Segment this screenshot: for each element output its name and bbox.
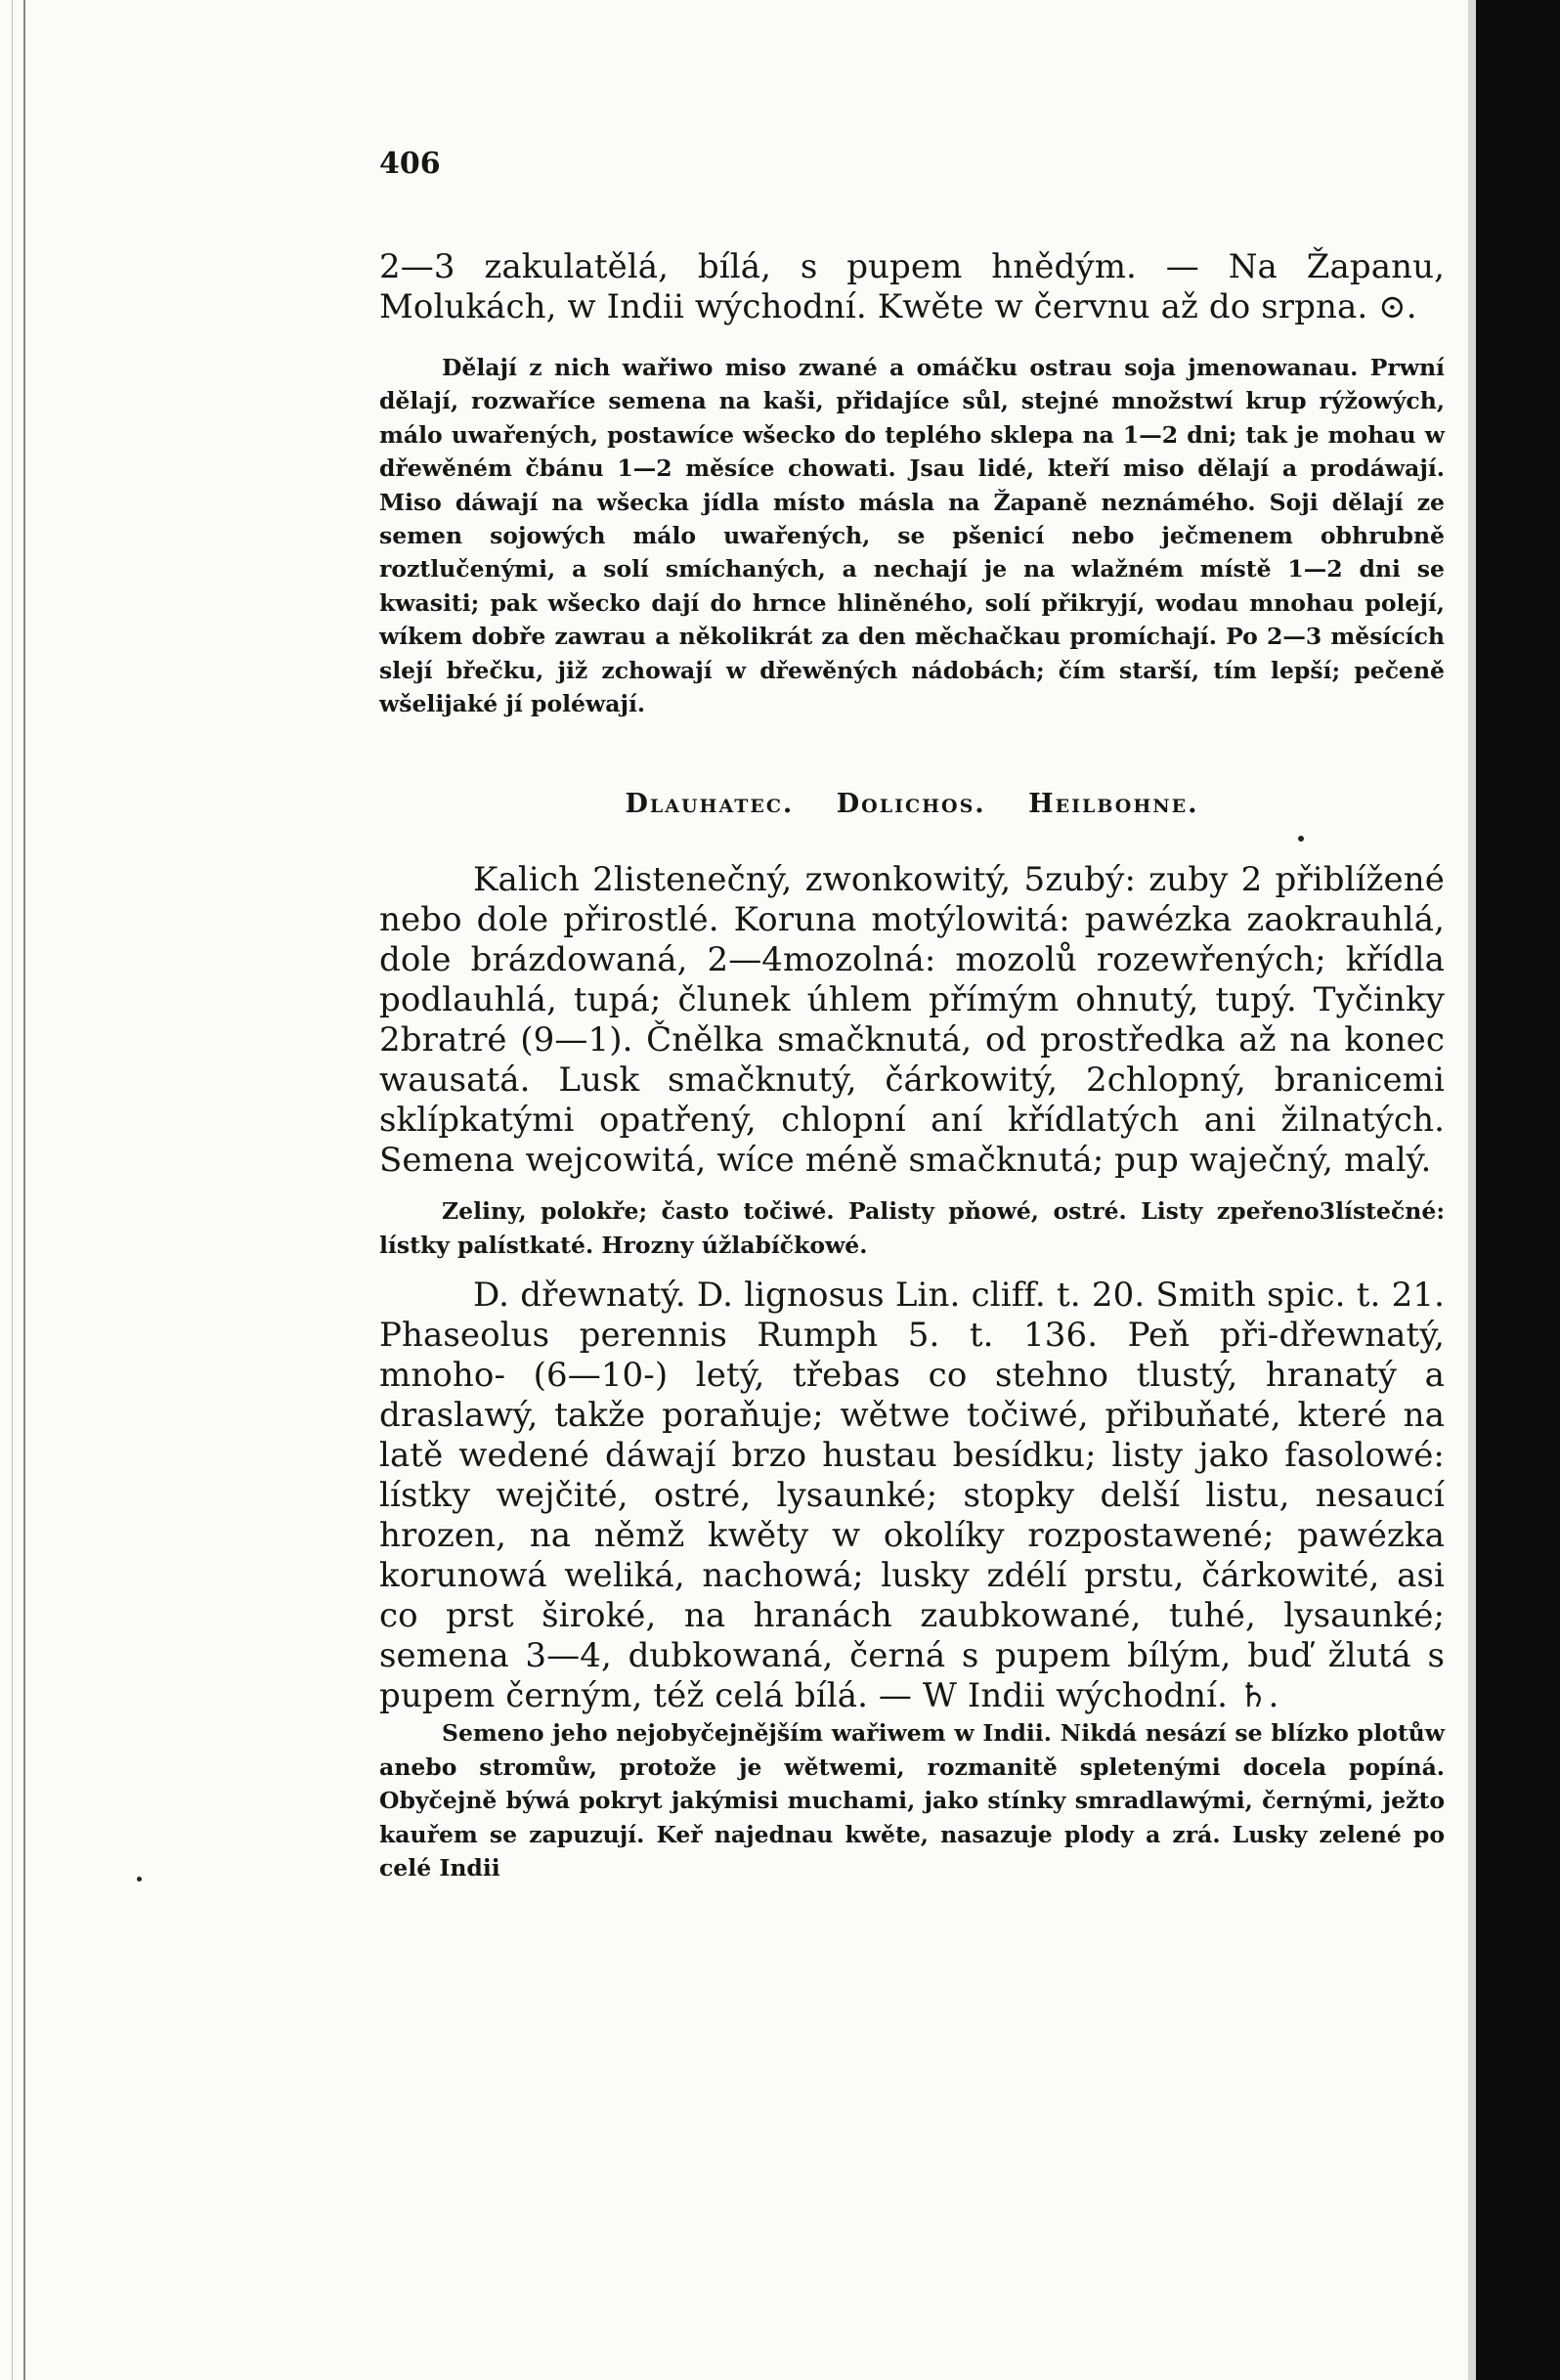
genus-name-latin: Dolichos. (836, 789, 986, 820)
page-edge-shadow (12, 0, 13, 2380)
genus-heading (379, 789, 1445, 819)
paragraph-species-lignosus: D. dřewnatý. D. lignosus Lin. cliff. t. 20. Smith spic. t. 21. Phaseolus perennis Rumph 5. t. 136. Peň při-dřewnatý, mnoho- (6—10-) letý, třebas co stehno tlustý, hranatý a draslawý, takže poraňuje; wětwe točiwé, přibuňaté, které na latě wedené dáwají brzo hustau besídku; listy jako fasolowé: lístky wejčité, ostré, lysaunké; stopky delší listu, nesaucí hrozen, na němž kwěty w okolíky rozpostawené; pawézka korunowá weliká, nachowá; lusky zdélí prstu, čárkowité, asi co prst široké, na hranách zaubkowané, tuhé, lysaunké; semena 3—4, dubkowaná, černá s pupem bílým, buď žlutá s pupem černým, též celá bílá. — W Indii wýchodní. ♄. (379, 1276, 1445, 1716)
page-gutter-line (23, 0, 25, 2380)
genus-name-german: Heilbohne. (1028, 789, 1199, 820)
print-speck (1298, 836, 1304, 842)
print-speck (137, 1877, 142, 1882)
page-number: 406 (379, 147, 441, 181)
genus-name-czech: Dlauhatec. (625, 789, 795, 820)
paragraph-genus-description: Kalich 2listenečný, zwonkowitý, 5zubý: zuby 2 přiblížené nebo dole přirostlé. Koruna motýlowitá: pawézka zaokrauhlá, dole brázdowaná, 2—4mozolná: mozolů rozewřených; křídla podlauhlá, tupá; člunek úhlem přímým ohnutý, tupý. Tyčinky 2bratré (9—1). Čnělka smačknutá, od prostředka až na konec wausatá. Lusk smačknutý, čárkowitý, 2chlopný, branicemi sklípkatými opatřený, chlopní aní křídlatých ani žilnatých. Semena wejcowitá, wíce méně smačknutá; pup waječný, malý. (379, 860, 1445, 1181)
paragraph-genus-notes: Zeliny, polokře; často točiwé. Palisty pňowé, ostré. Listy zpeřeno3lístečné: lístky palístkaté. Hrozny úžlabíčkowé. (379, 1197, 1445, 1259)
paragraph-seed-description: 2—3 zakulatělá, bílá, s pupem hnědým. — Na Žapanu, Molukách, w Indii wýchodní. Kwěte w červnu až do srpna. ⊙. (379, 247, 1445, 326)
page-text-block (379, 147, 1445, 1884)
paragraph-miso-soja: Dělají z nich wařiwo miso zwané a omáčku ostrau soja jmenowanau. Prwní dělají, rozwaříce semena na kaši, přidajíce sůl, stejné množstwí krup rýžowých, málo uwařených, postawíce wšecko do teplého sklepa na 1—2 dni; tak je mohau w dřewěném čbánu 1—2 měsíce chowati. Jsau lidé, kteří miso dělají a prodáwají. Miso dáwají na wšecka jídla místo másla na Žapaně neznámého. Soji dělají ze semen sojowých málo uwařených, se pšenicí nebo ječmenem obhrubně roztlučenými, a solí smíchaných, a nechají je na wlažném místě 1—2 dni se kwasiti; pak wšecko dají do hrnce hliněného, solí přikryjí, wodau mnohau polejí, wíkem dobře zawrau a několikrát za den měchačkau promíchají. Po 2—3 měsících slejí břečku, již zchowají w dřewěných nádobách; čím starší, tím lepší; pečeně wšelijaké jí poléwají. (379, 354, 1445, 718)
paragraph-species-notes: Semeno jeho nejobyčejnějším wařiwem w Indii. Nikdá nesází se blízko plotůw anebo stromůw, protože je wětwemi, rozmanitě spletenými docela popíná. Obyčejně býwá pokryt jakýmisi muchami, jako stínky smradlawými, černými, ježto kauřem se zapuzují. Keř najednau kwěte, nasazuje plody a zrá. Lusky zelené po celé Indii (379, 1719, 1445, 1882)
